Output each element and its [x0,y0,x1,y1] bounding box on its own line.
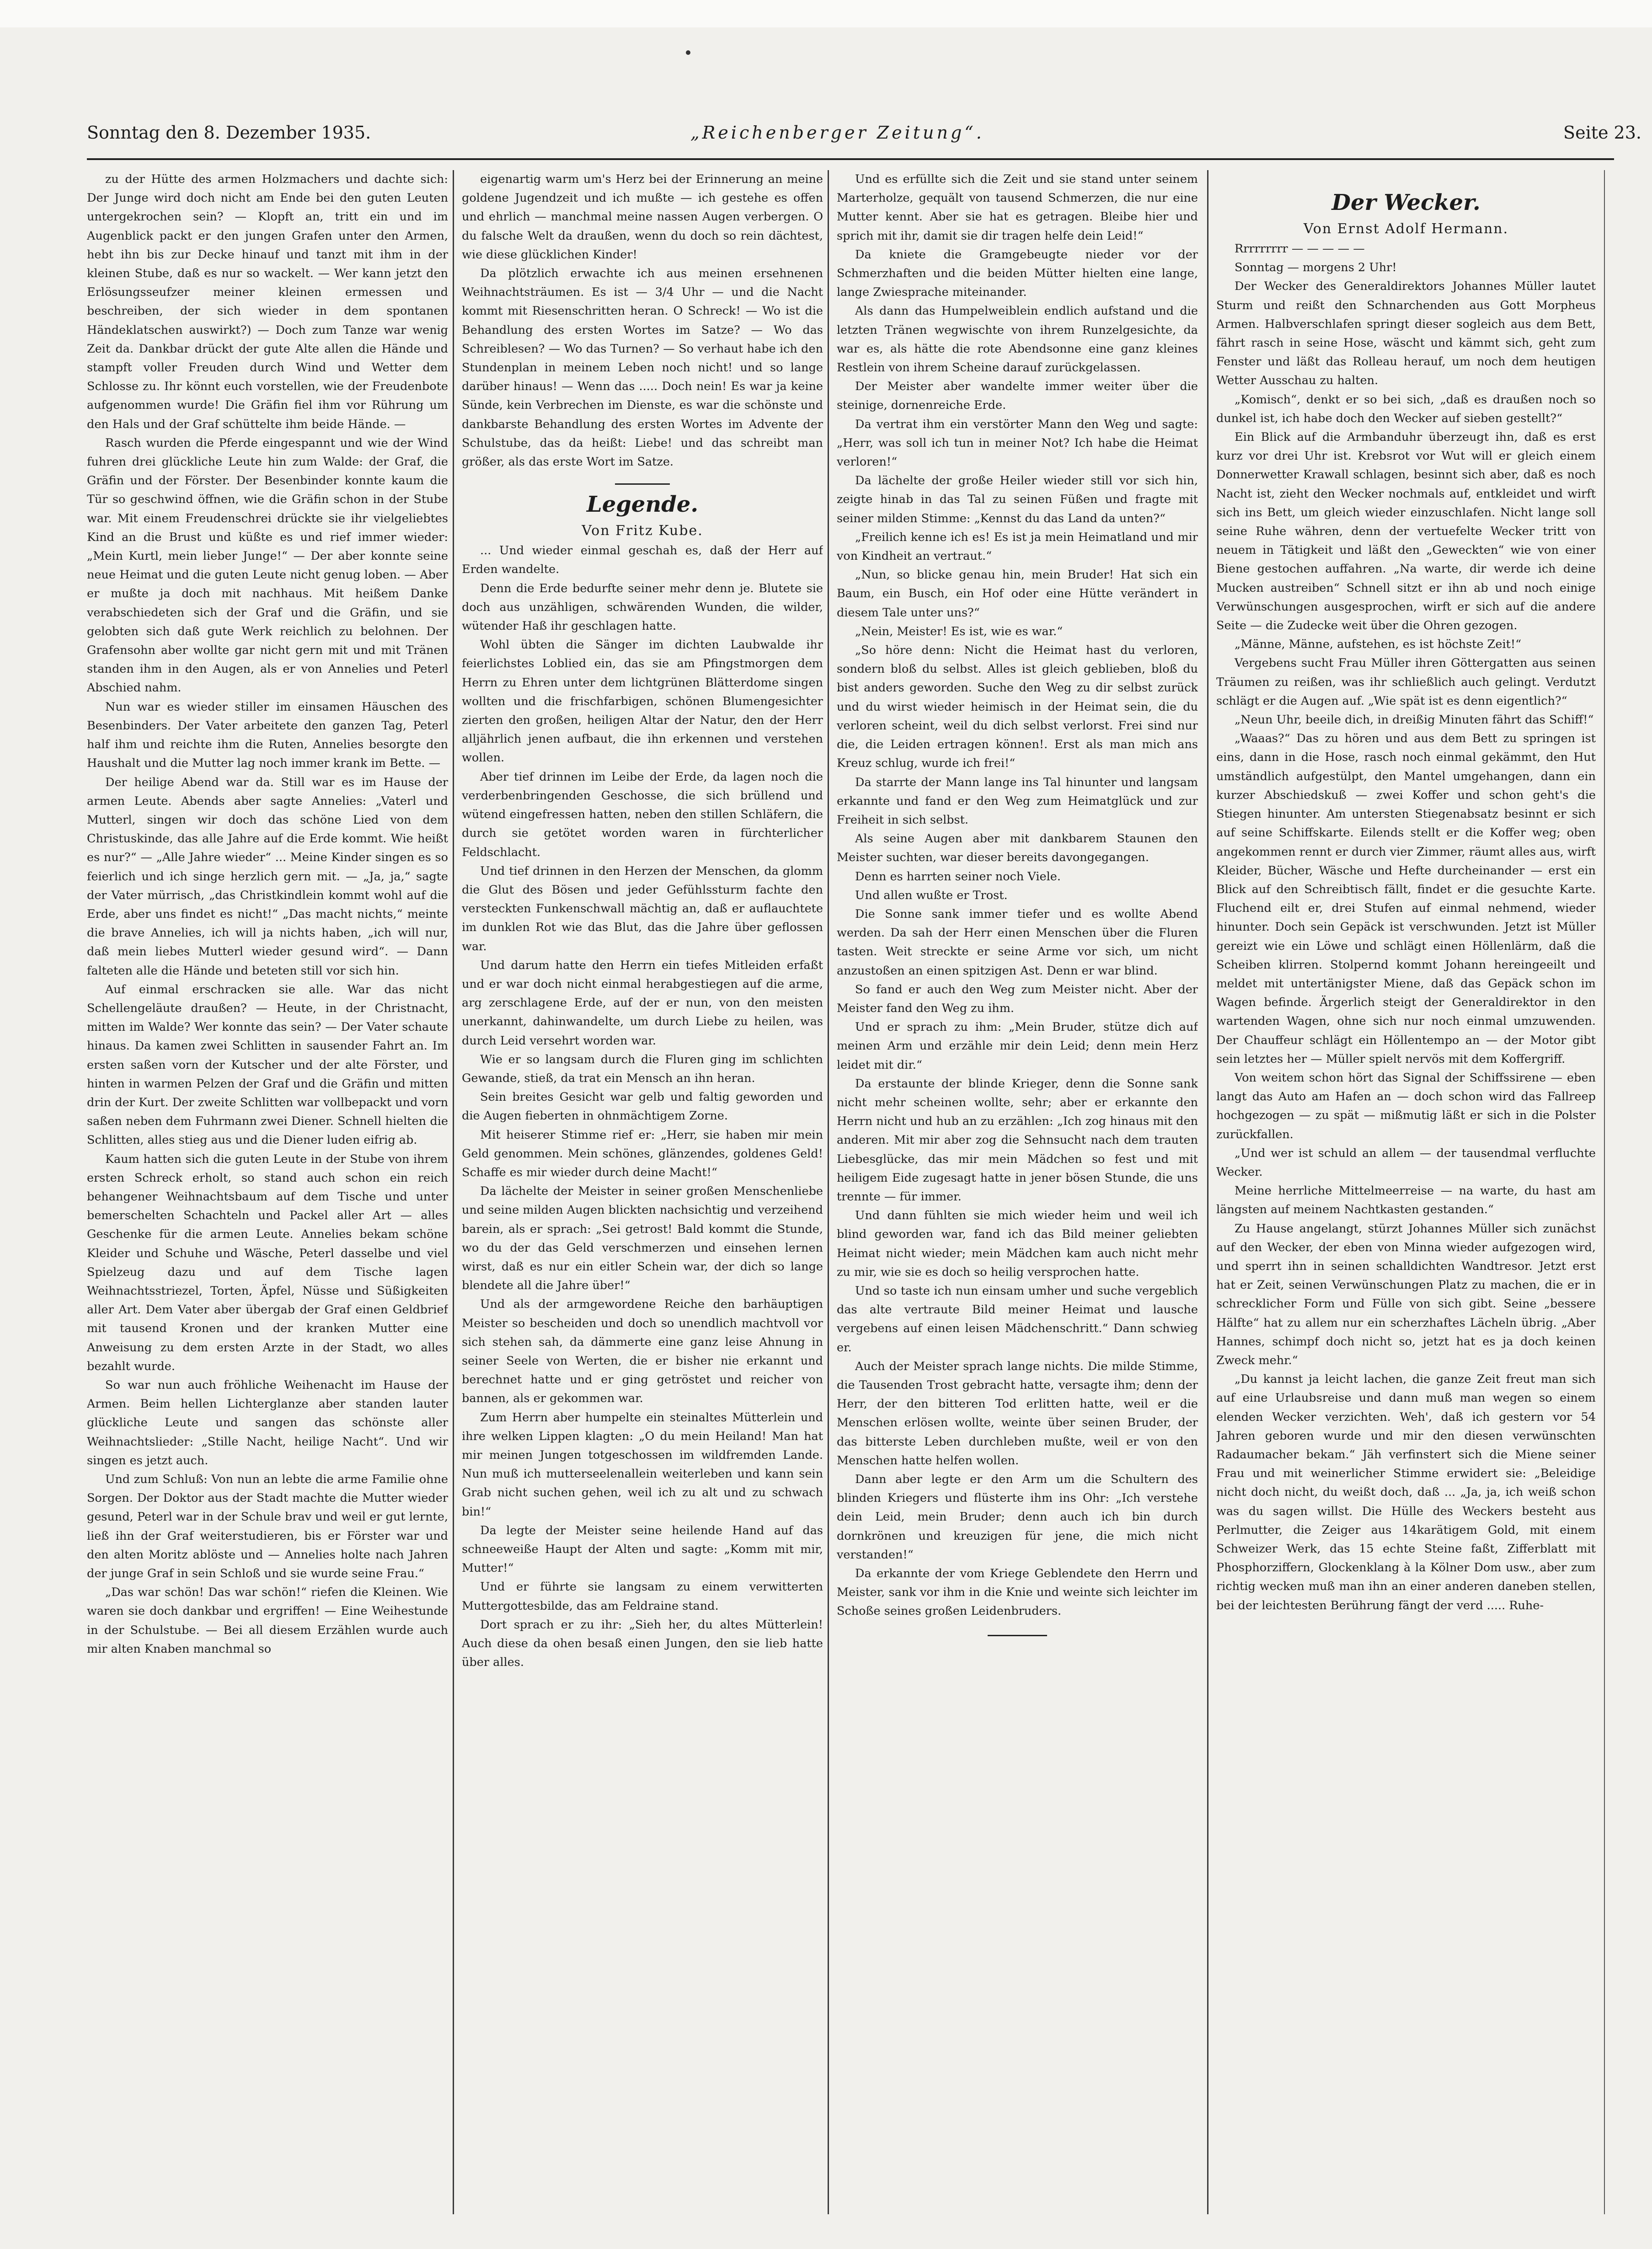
punch-hole-mark [686,50,690,55]
article-paragraph: zu der Hütte des armen Holzmachers und dachte sich: Der Junge wird doch nicht am Ende bei den guten Leuten untergekrochen sein? — Klopft an, tritt ein und im Augenblick packt er den jungen Grafen unter den Armen, hebt ihn bis zur Decke hinauf und tanzt mit ihm in der kleinen Stube, daß es nur so wackelt. — Wer kann jetzt den Erlösungsseufzer meiner kleinen ermessen und beschreiben, der sich wieder in dem spontanen Händeklatschen auswirkt?) — Doch zum Tanze war wenig Zeit da. Dankbar drückt der gute Alte allen die Hände und stampft voller Freuden durch Wind und Wetter dem Schlosse zu. Ihr könnt euch vorstellen, wie der Freudenbote aufgenommen wurde! Die Gräfin fiel ihm vor Rührung um den Hals und der Graf schüttelte ihm beide Hände. — [87,172,448,431]
article-paragraph: So war nun auch fröhliche Weihenacht im Hause der Armen. Beim hellen Lichterglanze aber standen lauter glückliche Leute und sangen das schönste aller Weihnachtslieder: „Stille Nacht, heilige Nacht“. Und wir singen es jetzt auch. [87,1378,448,1467]
page-top-margin [0,0,1652,27]
story-title: Legende. [586,492,699,518]
story-paragraph: „Freilich kenne ich es! Es ist ja mein Heimatland und mir von Kindheit an vertraut.“ [837,530,1198,563]
story-paragraph: Und er sprach zu ihm: „Mein Bruder, stütze dich auf meinen Arm und erzähle mir dein Leid; denn mein Herz leidet mit dir.“ [837,1020,1198,1072]
story-paragraph: Da kniete die Gramgebeugte nieder vor der Schmerzhaften und die beiden Mütter hielten eine lange, lange Zwiesprache miteinander. [837,247,1198,300]
story-paragraph: „Komisch“, denkt er so bei sich, „daß es draußen noch so dunkel ist, ich habe doch den Wecker auf sieben gestellt?“ [1216,392,1596,425]
section-divider [615,483,670,485]
story-paragraph: Auch der Meister sprach lange nichts. Die milde Stimme, die Tausenden Trost gebracht hatte, versagte ihm; denn der Herr, der den bitteren Tod erlitten hatte, weil er die Menschen erlösen wollte, weinte über seinen Bruder, der das bitterste Leben durchleben mußte, weil er von den Menschen hatte helfen wollen. [837,1359,1198,1467]
story-paragraph: „Waaas?“ Das zu hören und aus dem Bett zu springen ist eins, dann in die Hose, rasch noch einmal gekämmt, den Hut umständlich aufgestülpt, den Mantel umgehangen, dann ein kurzer Abschiedskuß — zwei Koffer und schon geht's die Stiegen hinunter. Am untersten Stiegenabsatz besinnt er sich auf seine Schiffskarte. Eilends stellt er die Koffer weg; oben angekommen rennt er durch vier Zimmer, räumt alles aus, wirft Kleider, Bücher, Wäsche und Hefte durcheinander — erst ein Blick auf den Schreibtisch fällt, findet er die gesuchte Karte. Fluchend eilt er, drei Stufen auf einmal nehmend, wieder hinunter. Doch sein Gepäck ist verschwunden. Jetzt ist Müller gereizt wie ein Löwe und schlägt einen Höllenlärm, daß die Scheiben klirren. Stolpernd kommt Johann hereingeeilt und meldet mit untertänigster Miene, daß das Gepäck schon im Wagen befinde. Ärgerlich steigt der Generaldirektor in den wartenden Wagen, ohne sich nur noch einmal umzuwenden. Der Chauffeur schlägt ein Höllentempo an — der Motor gibt sein letztes her — Müller spielt nervös mit dem Koffergriff. [1216,732,1596,1066]
article-paragraph: Der heilige Abend war da. Still war es im Hause der armen Leute. Abends aber sagte Annelies: „Vaterl und Mutterl, singen wir doch das schöne Lied von dem Christuskinde, das alle Jahre auf die Erde kommt. Wie heißt es nur?“ — „Alle Jahre wieder“ ... Meine Kinder singen es so feierlich und ich singe herzlich gern mit. — „Ja, ja,“ sagte der Vater mürrisch, „das Christkindlein kommt wohl auf die Erde, aber uns findet es nicht!“ „Das macht nichts,“ meinte die brave Annelies, ich will ja nichts haben, „ich will nur, daß mein liebes Mutterl wieder gesund wird“. — Dann falteten alle die Hände und beteten still vor sich hin. [87,775,448,978]
story-paragraph: Als seine Augen aber mit dankbarem Staunen den Meister suchten, war dieser bereits davongegangen. [837,832,1198,865]
article-paragraph: eigenartig warm um's Herz bei der Erinnerung an meine goldene Jugendzeit und ich mußte — ich gestehe es offen und ehrlich — manchmal meine nassen Augen verbergen. O du falsche Welt da draußen, wenn du doch so rein dächtest, wie diese glücklichen Kinder! [462,172,823,262]
column-2 [462,170,823,2219]
column-1 [87,170,448,2219]
story-paragraph: „Nun, so blicke genau hin, mein Bruder! Hat sich ein Baum, ein Busch, ein Hof oder eine Hütte verändert in diesem Tale unter uns?“ [837,568,1198,620]
story-paragraph: Zu Hause angelangt, stürzt Johannes Müller sich zunächst auf den Wecker, der eben von Minna wieder aufgezogen wird, und sperrt ihn in seinen schalldichten Wandtresor. Jetzt erst hat er Zeit, seinen Verwünschungen Platz zu machen, die er in schrecklicher Form und Fülle von sich gibt. Seine „bessere Hälfte“ hat zu allem nur ein scherzhaftes Lächeln übrig. „Aber Hannes, schimpf doch nicht so, jetzt hat es ja doch keinen Zweck mehr.“ [1216,1221,1596,1367]
column-divider [1604,170,1605,2214]
story-paragraph: Der Wecker des Generaldirektors Johannes Müller lautet Sturm und reißt den Schnarchenden aus Gott Morpheus Armen. Halbverschlafen springt dieser sogleich aus dem Bett, fährt rasch in seine Hose, wäscht und kämmt sich, geht zum Fenster und läßt das Rolleau herauf, um noch dem heutigen Wetter Ausschau zu halten. [1216,279,1596,388]
story-paragraph: Aber tief drinnen im Leibe der Erde, da lagen noch die verderbenbringenden Geschosse, die sich brüllend und wütend eingefressen hatten, neben den stillen Schläfern, die durch sie getötet worden waren in fürchterlicher Feldschlacht. [462,770,823,859]
story-paragraph: Denn die Erde bedurfte seiner mehr denn je. Blutete sie doch aus unzähligen, schwärenden Wunden, die wilder, wütender Haß ihr geschlagen hatte. [462,581,823,633]
article-paragraph: Und zum Schluß: Von nun an lebte die arme Familie ohne Sorgen. Der Doktor aus der Stadt machte die Mutter wieder gesund, Peterl war in der Schule brav und weil er gut lernte, ließ ihn der Graf weiterstudieren, bis er Förster war und den alten Moritz ablöste und — Annelies holte nach Jahren der junge Graf in sein Schloß und sie wurde seine Frau.“ [87,1473,448,1581]
story-paragraph: Vergebens sucht Frau Müller ihren Göttergatten aus seinen Träumen zu reißen, was ihr schließlich auch gelingt. Verdutzt schlägt er die Augen auf. „Wie spät ist es denn eigentlich?“ [1216,656,1596,708]
story-paragraph: Denn es harrten seiner noch Viele. [855,869,1061,884]
story-paragraph: „Neun Uhr, beeile dich, in dreißig Minuten fährt das Schiff!“ [1235,713,1594,727]
article-paragraph: „Das war schön! Das war schön!“ riefen die Kleinen. Wie waren sie doch dankbar und ergriffen! — Eine Weihestunde in der Schulstube. — Bei all diesem Erzählen wurde auch mir alten Knaben manchmal so [87,1585,448,1656]
story-paragraph: ... Und wieder einmal geschah es, daß der Herr auf Erden wandelte. [462,544,823,577]
article-paragraph: Rasch wurden die Pferde eingespannt und wie der Wind fuhren drei glückliche Leute hin zum Walde: der Graf, die Gräfin und der Förster. Der Besenbinder konnte kaum die Tür so geschwind öffnen, wie die Gräfin schon in der Stube war. Mit einem Freudenschrei drückte sie ihr vielgeliebtes Kind an die Brust und küßte es und rief immer wieder: „Mein Kurtl, mein lieber Junge!“ — Der aber konnte seine neue Heimat und die guten Leute nicht genug loben. — Aber er mußte ja doch mit nachhaus. Mit heißem Danke verabschiedeten sich der Graf und die Gräfin, und sie gelobten sich daß gute Werk reichlich zu belohnen. Der Grafensohn aber wollte gar nicht gern mit und mit Tränen standen ihm in den Augen, als er von Annelies und Peterl Abschied nahm. [87,436,448,695]
header-date: Sonntag den 8. Dezember 1935. [87,123,371,143]
story-paragraph: Wohl übten die Sänger im dichten Laubwalde ihr feierlichstes Loblied ein, das sie am Pfingstmorgen dem Herrn zu Ehren unter dem lichtgrünen Blätterdome singen wollten und die frischfarbigen, schönen Blumengesichter zierten den großen, heiligen Altar der Natur, den der Herr alljährlich jenen aufbaut, die ihn erkennen und verstehen wollen. [462,638,823,765]
story-paragraph: Da erkannte der vom Kriege Geblendete den Herrn und Meister, sank vor ihm in die Knie und weinte sich leichter im Schoße seines großen Leidenbruders. [837,1567,1198,1618]
story-paragraph: Ein Blick auf die Armbanduhr überzeugt ihn, daß es erst kurz vor drei Uhr ist. Krebsrot vor Wut will er gleich einem Donnerwetter Krawall schlagen, besinnt sich aber, daß es noch Nacht ist, zieht den Wecker nochmals auf, entkleidet und wirft sich ins Bett, um gleich wieder einzuschlafen. Nicht lange soll seine Ruhe währen, denn der vertuefelte Wecker tritt von neuem in Tätigkeit und läßt den „Geweckten“ wie von einer Biene gestochen auffahren. „Na warte, dir werde ich deine Mucken austreiben“ Schnell sitzt er ihn ab und noch einige Verwünschungen ausgesprochen, wirft er sich auf die andere Seite — die Zudecke weit über die Ohren gezogen. [1216,430,1596,633]
story-paragraph: „Nein, Meister! Es ist, wie es war.“ [855,624,1063,638]
story-paragraph: Sonntag — morgens 2 Uhr! [1235,261,1397,275]
story-paragraph: Und allen wußte er Trost. [855,888,1008,902]
article-paragraph: Kaum hatten sich die guten Leute in der Stube von ihrem ersten Schreck erholt, so stand auch schon ein reich behangener Weihnachtsbaum auf dem Tische und unter bemerschelten Schachteln und Packel aller Art — alles Geschenke für die armen Leute. Annelies bekam schöne Kleider und Schuhe und Wäsche, Peterl dasselbe und viel Spielzeug dazu und auf dem Tische lagen Weihnachtsstriezel, Torten, Äpfel, Nüsse und Süßigkeiten aller Art. Dem Vater aber übergab der Graf einen Geldbrief mit tausend Kronen und der kranken Mutter eine Anweisung zu dem ersten Arzte in der Stadt, wo alles bezahlt wurde. [87,1152,448,1373]
story-paragraph: Der Meister aber wandelte immer weiter über die steinige, dornenreiche Erde. [837,380,1198,412]
story-paragraph: „Männe, Männe, aufstehen, es ist höchste Zeit!“ [1235,637,1522,652]
story-paragraph: Und tief drinnen in den Herzen der Menschen, da glomm die Glut des Bösen und jeder Gefühlssturm fachte den versteckten Funkenschwall mächtig an, daß er auflauchtete im dunklen Rot wie das Blut, das die Jahre über geflossen war. [462,864,823,953]
column-4 [1216,170,1596,2219]
story-byline: Von Ernst Adolf Hermann. [1303,221,1509,237]
story-paragraph: Mit heiserer Stimme rief er: „Herr, sie haben mir mein Geld genommen. Mein schönes, glänzendes, goldenes Geld! Schaffe es mir wieder durch deine Macht!“ [462,1128,823,1179]
story-paragraph: Zum Herrn aber humpelte ein steinaltes Mütterlein und ihre welken Lippen klagten: „O du mein Heiland! Man hat mir meinen Jungen totgeschossen im wildfremden Lande. Nun muß ich mutterseelenallein weiterleben und kann sein Grab nicht suchen gehen, weil ich zu alt und zu schwach bin!“ [462,1410,823,1519]
story-paragraph: So fand er auch den Weg zum Meister nicht. Aber der Meister fand den Weg zu ihm. [837,982,1198,1015]
header-page-number: Seite 23. [1563,123,1641,143]
story-paragraph: „Und wer ist schuld an allem — der tausendmal verfluchte Wecker. [1216,1146,1596,1179]
story-end-rule [988,1635,1047,1636]
story-paragraph: Meine herrliche Mittelmeerreise — na warte, du hast am längsten auf meinem Nachtkasten gestanden.“ [1216,1184,1596,1217]
story-paragraph: Da lächelte der Meister in seiner großen Menschenliebe und seine milden Augen blickten nachsichtig und verzeihend barein, als er sprach: „Sei getrost! Bald kommt die Stunde, wo du der das Geld verschmerzen und einsehen lernen wirst, daß es nur ein eitler Schein war, der dich so lange blendete all die Jahre über!“ [462,1184,823,1293]
story-paragraph: Da erstaunte der blinde Krieger, denn die Sonne sank nicht mehr scheinen wollte, sehr; aber er erkannte den Herrn nicht und hub an zu erzählen: „Ich zog hinaus mit den anderen. Mit mir aber zog die Sehnsucht nach dem trauten Liebesglücke, das mir mein Mädchen so fest und mit heiligem Eide zugesagt hatte in jener bösen Stunde, die uns trennte — für immer. [837,1076,1198,1204]
story-paragraph: Dort sprach er zu ihr: „Sieh her, du altes Mütterlein! Auch diese da ohen besaß einen Jungen, den sie lieb hatte über alles. [462,1617,823,1670]
story-paragraph: Und er führte sie langsam zu einem verwitterten Muttergottesbilde, das am Feldraine stand. [462,1580,823,1613]
article-paragraph: Da plötzlich erwachte ich aus meinen ersehnenen Weihnachtsträumen. Es ist — 3/4 Uhr — und die Nacht kommt mit Riesenschritten heran. O Schreck! — Wo ist die Behandlung des ersten Wortes im Satze? — Wo das Schreiblesen? — Wo das Turnen? — So verhaut habe ich den Stundenplan in meinem Leben noch nicht! und so lange darüber hinaus! — Wenn das ..... Doch nein! Es war ja keine Sünde, kein Verbrechen im Dienste, es war die schönste und dankbarste Behandlung des ersten Wortes im Advente der Schulstube, das da heißt: Liebe! und das schreibt man größer, als das erste Wort im Satze. [462,267,823,469]
story-paragraph: Rrrrrrrrr — — — — — [1235,242,1365,256]
story-paragraph: Da lächelte der große Heiler wieder still vor sich hin, zeigte hinab in das Tal zu seinen Füßen und fragte mit seiner milden Stimme: „Kennst du das Land da unten?“ [837,474,1198,525]
story-paragraph: Und als der armgewordene Reiche den barhäuptigen Meister so bescheiden und doch so unendlich machtvoll vor sich stehen sah, da dämmerte eine ganz leise Ahnung in seiner Seele von Werten, die er bisher nie erkannt und berechnet hatte und er ging getröstet und reicher von bannen, als er gekommen war. [462,1297,823,1406]
story-paragraph: Und dann fühlten sie mich wieder heim und weil ich blind geworden war, fand ich das Bild meiner geliebten Heimat nicht wieder; mein Mädchen kam auch nicht mehr zu mir, wie sie es doch so heilig versprochen hatte. [837,1209,1198,1279]
header-newspaper-title: „Reichenberger Zeitung“. [690,123,984,143]
article-paragraph: Auf einmal erschracken sie alle. War das nicht Schellengeläute draußen? — Heute, in der Christnacht, mitten im Walde? Wer konnte das sein? — Der Vater schaute hinaus. Da kamen zwei Schlitten in sausender Fahrt an. Im ersten saßen vorn der Kutscher und der alte Förster, und hinten in warmen Pelzen der Graf und die Gräfin und mitten drin der Kurt. Der zweite Schlitten war vollbepackt und vorn saßen neben dem Fuhrmann zwei Diener. Schnell hielten die Schlitten, alles stieg aus und die Diener luden eifrig ab. [87,982,448,1147]
story-paragraph: Und darum hatte den Herrn ein tiefes Mitleiden erfaßt und er war doch nicht einmal herabgestiegen auf die arme, arg zerschlagene Erde, auf der er nun, von den meisten unerkannt, dahinwandelte, um durch Liebe zu heilen, was durch Leid versehrt worden war. [462,958,823,1048]
story-title: Der Wecker. [1331,190,1481,215]
page-header [87,123,1641,155]
story-paragraph: Sein breites Gesicht war gelb und faltig geworden und die Augen fieberten in ohnmächtigem Zorne. [462,1090,823,1123]
story-paragraph: Von weitem schon hört das Signal der Schiffssirene — eben langt das Auto am Hafen an — doch schon wird das Fallreep hochgezogen — zu spät — mißmutig läßt er sich in die Polster zurückfallen. [1216,1071,1596,1141]
story-byline: Von Fritz Kube. [582,523,703,539]
header-rule [87,158,1614,160]
column-divider [828,170,829,2214]
story-paragraph: „So höre denn: Nicht die Heimat hast du verloren, sondern bloß du selbst. Alles ist gleich geblieben, bloß du bist anders geworden. Suche den Weg zu dir selbst zurück und du wirst wieder heimisch in der Heimat sein, die du verloren scheint, weil du dich selbst verlorst. Frei sind nur die, die Leiden ertragen können!. Erst als man mich ans Kreuz schlug, wurde ich frei!“ [837,643,1198,771]
column-divider [453,170,454,2214]
story-paragraph: Und so taste ich nun einsam umher und suche vergeblich das alte vertraute Bild meiner Heimat und lausche vergebens auf einen leisen Mädchenschritt.“ Dann schwieg er. [837,1284,1198,1355]
story-paragraph: „Du kannst ja leicht lachen, die ganze Zeit freut man sich auf eine Urlaubsreise und dann muß man wegen so einem elenden Wecker verzichten. Weh', daß ich gestern vor 54 Jahren geboren wurde und mir den diesen verwünschten Radaumacher bekam.“ Jäh verfinstert sich die Miene seiner Frau und mit weinerlicher Stimme erwidert sie: „Beleidige nicht doch nicht, du weißt doch, daß ... „Ja, ja, ich weiß schon was du sagen willst. Die Hülle des Weckers besteht aus Perlmutter, die Zeiger aus 14karätigem Gold, mit einem Schweizer Werk, das 15 echte Steine faßt, Zifferblatt mit Phosphorziffern, Glockenklang à la Kölner Dom usw., aber zum richtig wecken muß man ihn an einer anderen daneben stellen, bei der leichtesten Berührung fängt der verd ..... Ruhe- [1216,1372,1596,1612]
story-paragraph: Die Sonne sank immer tiefer und es wollte Abend werden. Da sah der Herr einen Menschen über die Fluren tasten. Weit streckte er seine Arme vor sich, um nicht anzustoßen an einen spitzigen Ast. Denn er war blind. [837,907,1198,978]
story-paragraph: Da starrte der Mann lange ins Tal hinunter und langsam erkannte und fand er den Weg zum Heimatglück und zur Freiheit in sich selbst. [837,775,1198,827]
story-paragraph: Als dann das Humpelweiblein endlich aufstand und die letzten Tränen wegwischte von ihrem Runzelgesichte, da war es, als hätte die rote Abendsonne eine ganz kleines Restlein von ihrem Scheine darauf zurückgelassen. [837,304,1198,375]
article-paragraph: Nun war es wieder stiller im einsamen Häuschen des Besenbinders. Der Vater arbeitete den ganzen Tag, Peterl half ihm und reichte ihm die Ruten, Annelies besorgte den Haushalt und die Mutter lag noch immer krank im Bette. — [87,700,448,771]
story-paragraph: Da legte der Meister seine heilende Hand auf das schneeweiße Haupt der Alten und sagte: „Komm mit mir, Mutter!“ [462,1523,823,1575]
column-3 [837,170,1198,2219]
story-paragraph: Wie er so langsam durch die Fluren ging im schlichten Gewande, stieß, da trat ein Mensch an ihn heran. [462,1052,823,1085]
story-paragraph: Dann aber legte er den Arm um die Schultern des blinden Kriegers und flüsterte ihm ins Ohr: „Ich verstehe dein Leid, mein Bruder; denn auch ich bin durch dornkrönen und kreuzigen für jene, die mich nicht verstanden!“ [837,1473,1198,1562]
story-paragraph: Da vertrat ihm ein verstörter Mann den Weg und sagte: „Herr, was soll ich tun in meiner Not? Ich habe die Heimat verloren!“ [837,417,1198,469]
story-paragraph: Und es erfüllte sich die Zeit und sie stand unter seinem Marterholze, gequält von tausend Schmerzen, die nur eine Mutter kennt. Aber sie hat es getragen. Bleibe hier und sprich mit ihr, damit sie dir tragen helfe dein Leid!“ [837,172,1198,243]
column-divider [1207,170,1208,2214]
